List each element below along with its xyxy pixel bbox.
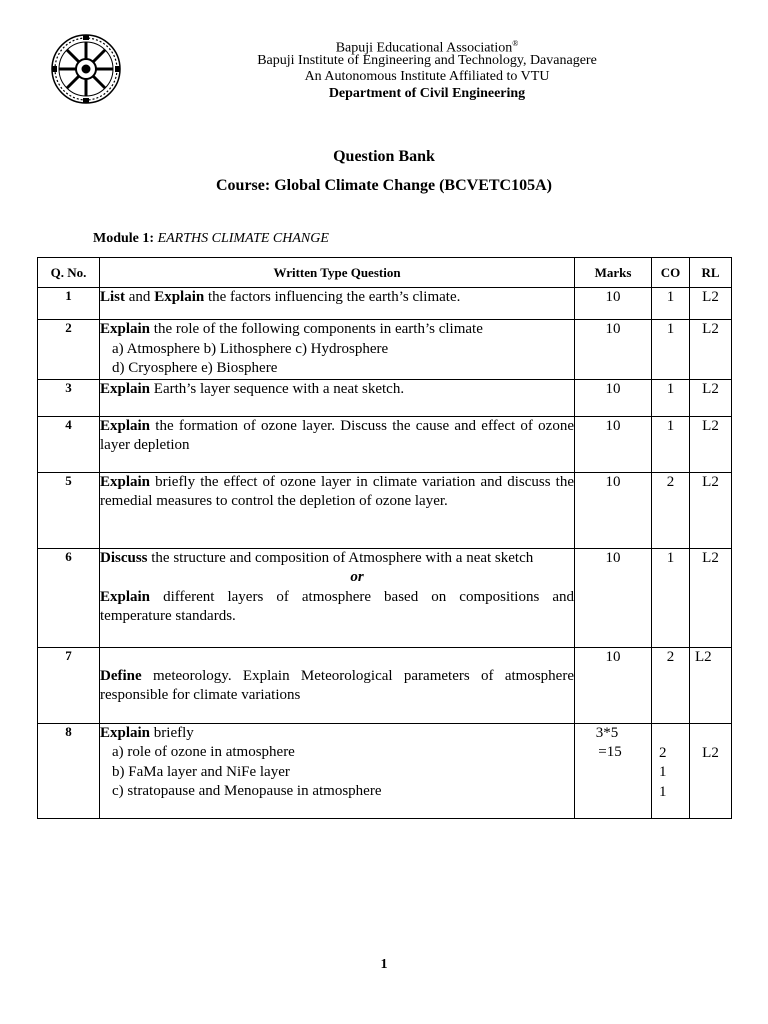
co-value: 1 xyxy=(652,379,690,416)
question-text: Define meteorology. Explain Meteorological parameters of atmosphere responsible for climate variations xyxy=(100,647,575,723)
marks-value: 10 xyxy=(575,472,652,548)
marks-value: 10 xyxy=(575,379,652,416)
rl-value: L2 xyxy=(690,379,732,416)
or-separator: or xyxy=(350,569,364,585)
question-number: 6 xyxy=(38,548,100,647)
question-number: 2 xyxy=(38,320,100,380)
rl-value: L2 xyxy=(690,320,732,380)
rl-value: L2 xyxy=(690,416,732,472)
question-text: Explain Earth’s layer sequence with a neat sketch. xyxy=(100,379,575,416)
co-value: 2 1 1 xyxy=(652,723,690,818)
question-text: List and Explain the factors influencing the earth’s climate. xyxy=(100,288,575,320)
affiliation-line: An Autonomous Institute Affiliated to VTU xyxy=(304,69,550,84)
co-value: 1 xyxy=(652,320,690,380)
question-table xyxy=(37,257,732,819)
table-row xyxy=(38,647,732,723)
co-value: 2 xyxy=(652,472,690,548)
rl-value: L2 xyxy=(690,647,732,723)
table-row xyxy=(38,288,732,320)
question-text: Explain the role of the following components in earth’s climate a) Atmosphere b) Lithosphere c) Hydrosphere d) Cryosphere e) Biosphere xyxy=(100,320,575,380)
co-value: 1 xyxy=(652,288,690,320)
question-number: 1 xyxy=(38,288,100,320)
question-number: 5 xyxy=(38,472,100,548)
question-text: Explain the formation of ozone layer. Discuss the cause and effect of ozone layer depletion xyxy=(100,416,575,472)
header-rl: RL xyxy=(690,258,732,288)
rl-value: L2 xyxy=(690,288,732,320)
table-row xyxy=(38,548,732,647)
question-number: 8 xyxy=(38,723,100,818)
association-name: Bapuji Educational Association® xyxy=(335,39,519,56)
page-number: 1 xyxy=(380,957,388,972)
marks-value: 3*5 =15 xyxy=(575,723,652,818)
marks-value: 10 xyxy=(575,416,652,472)
course-title: Course: Global Climate Change (BCVETC105A) xyxy=(216,177,552,194)
table-row xyxy=(38,472,732,548)
question-number: 7 xyxy=(38,647,100,723)
question-number: 3 xyxy=(38,379,100,416)
document-title: Question Bank xyxy=(333,148,435,165)
question-text: Discuss the structure and composition of Atmosphere with a neat sketch or Explain different layers of atmosphere based on compositions and temperature standards. xyxy=(100,548,575,647)
rl-value: L2 xyxy=(690,472,732,548)
table-row xyxy=(38,723,732,818)
header-marks: Marks xyxy=(575,258,652,288)
marks-value: 10 xyxy=(575,647,652,723)
co-value: 1 xyxy=(652,416,690,472)
table-header-row xyxy=(38,258,732,288)
table-row xyxy=(38,416,732,472)
institute-name: Bapuji Institute of Engineering and Technology, Davanagere xyxy=(257,53,597,68)
marks-value: 10 xyxy=(575,320,652,380)
table-row xyxy=(38,320,732,380)
rl-value: L2 xyxy=(690,548,732,647)
department-name: Department of Civil Engineering xyxy=(328,86,526,101)
rl-value: L2 xyxy=(690,723,732,818)
question-text: Explain briefly a) role of ozone in atmosphere b) FaMa layer and NiFe layer c) stratopause and Menopause in atmosphere xyxy=(100,723,575,818)
marks-value: 10 xyxy=(575,548,652,647)
question-number: 4 xyxy=(38,416,100,472)
module-heading: Module 1: EARTHS CLIMATE CHANGE xyxy=(93,231,329,246)
co-value: 2 xyxy=(652,647,690,723)
header-qno: Q. No. xyxy=(38,258,100,288)
institute-seal-logo xyxy=(50,33,122,105)
header-question: Written Type Question xyxy=(100,258,575,288)
question-text: Explain briefly the effect of ozone layer in climate variation and discuss the remedial measures to control the depletion of ozone layer. xyxy=(100,472,575,548)
table-row xyxy=(38,379,732,416)
co-value: 1 xyxy=(652,548,690,647)
marks-value: 10 xyxy=(575,288,652,320)
header-co: CO xyxy=(652,258,690,288)
